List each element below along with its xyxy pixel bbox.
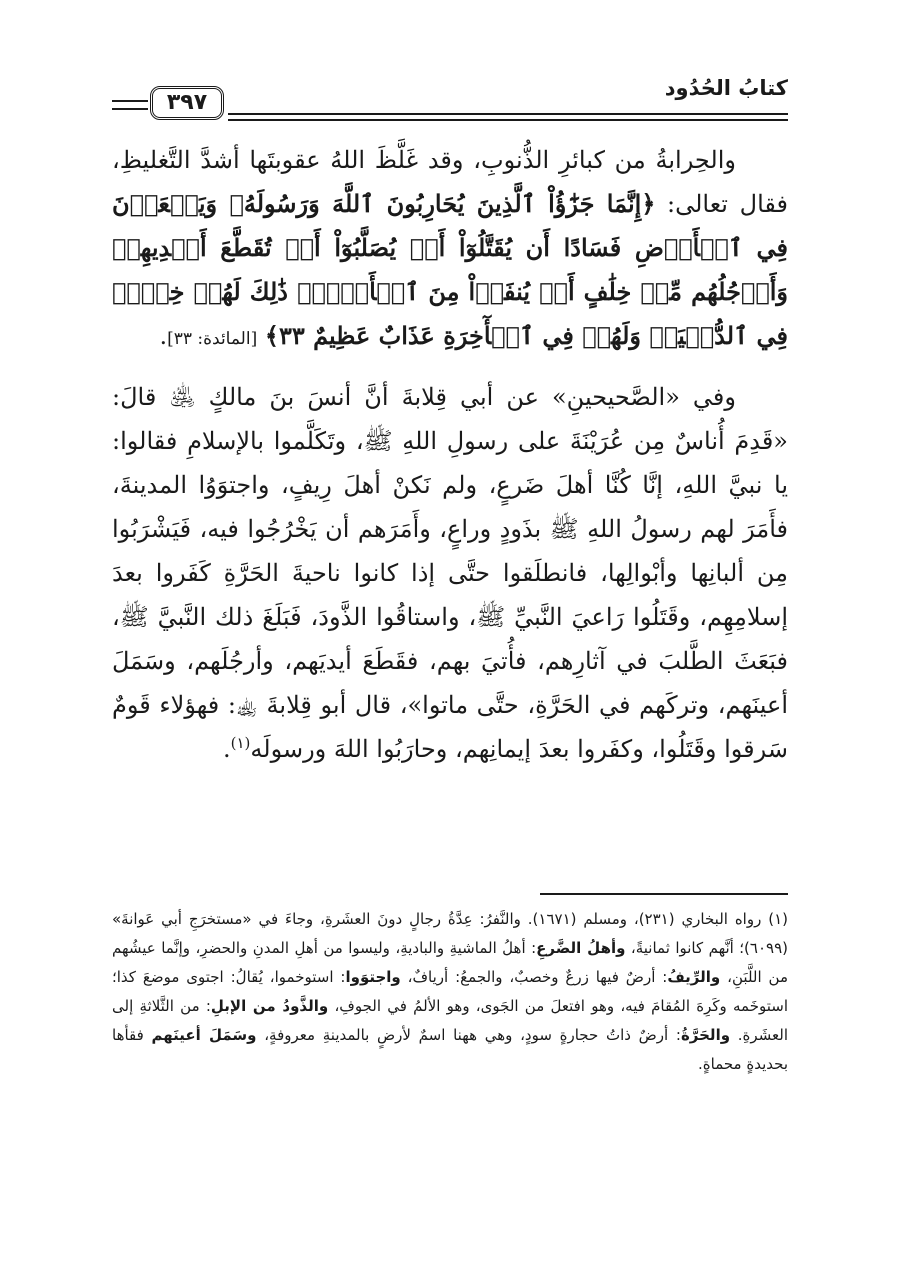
verse-source: [المائدة: ٣٣] (167, 329, 258, 349)
header-rule (112, 100, 148, 102)
footnote-text: : من الثَّلاثةِ إلى العشَرةِ. (112, 997, 789, 1044)
running-title: كتابُ الحُدُود (664, 76, 788, 100)
footnote-term: والحَرَّةُ (680, 1026, 731, 1044)
footnote-term: والذَّودُ من الإبلِ (210, 997, 329, 1015)
footnote (112, 905, 788, 1079)
hadith-text: وفي «الصَّحيحينِ» عن أبي قِلابةَ أنَّ أنسَ بنَ مالكٍ ﵁ قالَ: «قَدِمَ أُناسٌ مِن عُرَيْنَةَ على رسولِ اللهِ ﷺ، وتَكَلَّموا بالإسلامِ فقالوا: يا نبيَّ اللهِ، إنَّا كُنَّا أهلَ ضَرعٍ، ولم نَكنْ أهلَ رِيفٍ، واجتوَوُا المدينةَ، فأَمَرَ لهم رسولُ اللهِ ﷺ بذَودٍ وراعٍ، وأَمَرَهم أن يَخْرُجُوا فيه، فَيَشْرَبُوا مِن ألبانِها وأبْوالِها، فانطلَقوا حتَّى إذا كانوا ناحيةَ الحَرَّةِ كَفَروا بعدَ إسلامِهِم، وقَتَلُوا رَاعيَ النَّبيِّ ﷺ، واستاقُوا الذَّودَ، فَبَلَغَ ذلك النَّبيَّ ﷺ، فبَعَثَ الطَّلبَ في آثارِهم، فأُتيَ بهم، فقَطَعَ أيديَهم، وأرجُلَهم، وسَمَلَ أعينَهم، وتركَهم في الحَرَّةِ، حتَّى ماتوا»، قال أبو قِلابةَ ﵀: فهؤلاء قَومٌ سَرقوا وقَتَلُوا، وكفَروا بعدَ إيمانِهم، وحارَبُوا اللهَ ورسولَه (112, 383, 789, 763)
footnote-term: وسَمَلَ أعينَهم (151, 1026, 257, 1044)
footnote-term: واجتوَوا (345, 968, 401, 986)
footnote-term: وأهلُ الضَّرعِ (536, 939, 626, 957)
footnote-term: والرِّيفُ (667, 968, 721, 986)
footnote-text: : أرضٌ ذاتُ حجارةٍ سودٍ، وهي ههنا اسمٌ لأرضٍ بالمدينةِ معروفةٍ، (256, 1026, 681, 1044)
footnote-text: : أهلُ الماشيةِ والباديةِ، وليسوا من أهلِ المدنِ والحضرِ، وإنَّما عيشُهم من اللَّبَنِ، (112, 939, 788, 986)
paragraph-end: . (222, 735, 231, 763)
page-header (112, 74, 788, 124)
footnote-reference[interactable]: (١) (230, 734, 251, 752)
main-text (112, 138, 788, 785)
header-rule (228, 119, 788, 121)
page-number: ٣٩٧ (150, 86, 224, 120)
paragraph-hirabah (112, 138, 788, 361)
quran-verse: ﴿إِنَّمَا جَزَٰٓؤُاْ ٱلَّذِينَ يُحَارِبُونَ ٱللَّهَ وَرَسُولَهُۥ وَيَسۡعَوۡنَ فِي ٱلۡأَرۡضِ فَسَادًا أَن يُقَتَّلُوٓاْ أَوۡ يُصَلَّبُوٓاْ أَوۡ تُقَطَّعَ أَيۡدِيهِمۡ وَأَرۡجُلُهُم مِّنۡ خِلَٰفٍ أَوۡ يُنفَوۡاْ مِنَ ٱلۡأَرۡضِۚ ذَٰلِكَ لَهُمۡ خِزۡيٞ فِي ٱلدُّنۡيَاۖ وَلَهُمۡ فِي ٱلۡأٓخِرَةِ عَذَابٌ عَظِيمٌ ٣٣﴾ (112, 189, 788, 350)
paragraph-intro: والحِرابةُ من كبائرِ الذُّنوبِ، وقد غَلَّظَ اللهُ عقوبتَها أشدَّ التَّغليظِ، فقال تعالى: (112, 146, 788, 218)
footnote-separator (540, 893, 788, 895)
footnote-text: : أرضٌ فيها زرعٌ وخصبٌ، والجمعُ: أريافٌ، (400, 968, 668, 986)
paragraph-hadith (112, 375, 788, 771)
paragraph-end: . (159, 322, 168, 350)
footnote-text: : استوخموا، يُقالُ: اجتوى موضعَ كذا؛ استوخَمه وكَرِهَ المُقامَ فيه، وهو افتعلَ من الجَوى، وهو الألمُ في الجوفِ، (112, 968, 788, 1015)
footnote-text: (١) رواه البخاري (٢٣١)، ومسلم (١٦٧١). والنَّفرُ: عِدَّةُ رجالٍ دونَ العشَرةِ، وجاءَ في «مستخرَجِ أبي عَوانةَ» (٦٠٩٩)؛ أنَّهم كانوا ثمانيةً، (112, 910, 788, 957)
footnote-text: فقأها بحديدةٍ محماةٍ. (112, 1026, 788, 1073)
header-rule (112, 108, 148, 110)
header-rule (228, 113, 788, 115)
